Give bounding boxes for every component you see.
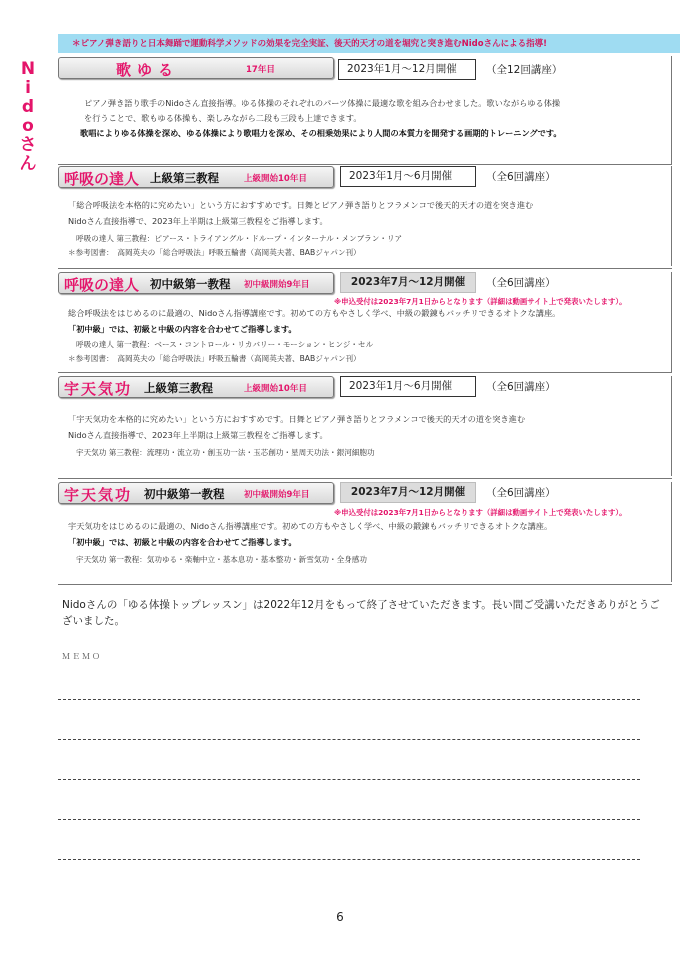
course-tag: 初中級開始9年目 [244, 280, 310, 290]
section-divider [58, 268, 672, 269]
course-count: （全12回講座） [486, 64, 563, 76]
section-border [671, 272, 672, 372]
course-tag: 17年目 [246, 65, 275, 75]
course-count: （全6回講座） [486, 487, 556, 499]
banner-text: ＊ピアノ弾き語りと日本舞踊で運動科学メソッドの効果を完全実証、後天的天才の道を堀究と突き進むNidoさんによる指導! [72, 39, 547, 49]
course-subtitle: 初中級第一教程 [144, 487, 225, 501]
application-note: ※申込受付は2023年7月1日からとなります（詳細は動画サイト上で発表いたします）。 [334, 297, 627, 306]
course-desc: 「初中級」では、初級と中級の内容を合わせてご指導します。 [68, 537, 297, 547]
memo-line [58, 859, 640, 860]
course-title: 宇天気功 [64, 486, 133, 504]
reference-book: ＊参考図書： 高岡英夫の「総合呼吸法」呼吸五輪書（高岡英夫著、BABジャパン刊） [68, 248, 361, 257]
course-count: （全6回講座） [486, 277, 556, 289]
section-border [671, 56, 672, 164]
course-desc: 「総合呼吸法を本格的に究めたい」という方におすすめです。日舞とピアノ弾き語りとフラメンコで後天的天才の道を突き進む [68, 200, 534, 210]
course-tag: 上級開始10年目 [244, 174, 307, 184]
course-date: 2023年1月〜6月開催 [340, 166, 476, 187]
section-divider [58, 584, 672, 585]
course-title: 宇天気功 [64, 380, 133, 398]
section-border [671, 376, 672, 476]
course-title: 歌ゆる [116, 61, 180, 79]
course-subtitle: 初中級第一教程 [150, 277, 231, 291]
memo-line [58, 699, 640, 700]
course-desc: Nidoさん直接指導で、2023年上半期は上級第三教程をご指導します。 [68, 216, 328, 226]
section-divider [58, 164, 672, 165]
course-desc: 「初中級」では、初級と中級の内容を合わせてご指導します。 [68, 324, 297, 334]
course-title: 呼吸の達人 [64, 170, 140, 188]
application-note: ※申込受付は2023年7月1日からとなります（詳細は動画サイト上で発表いたします）。 [334, 508, 627, 517]
course-desc: 宇天気功をはじめるのに最適の、Nidoさん指導講座です。初めての方もやさしく学べ、中級の鍛錬もバッチリできるオトクな講座。 [68, 521, 553, 531]
ending-announcement: Nidoさんの「ゆる体操トップレッスン」は2022年12月をもって終了させていただきます。長い間ご受講いただきありがとうございました。 [62, 599, 660, 627]
memo-label: ＭＥＭＯ [62, 652, 102, 661]
side-label: N i d o さ ん [19, 59, 37, 174]
course-desc: 総合呼吸法をはじめるのに最適の、Nidoさん指導講座です。初めての方もやさしく学べ、中級の鍛錬もバッチリできるオトクな講座。 [68, 308, 561, 318]
course-date: 2023年1月〜6月開催 [340, 376, 476, 397]
course-date: 2023年7月〜12月開催 [340, 482, 476, 503]
course-desc: 「宇天気功を本格的に究めたい」という方におすすめです。日舞とピアノ弾き語りとフラメンコで後天的天才の道を突き進む [68, 414, 526, 424]
course-contents: 宇天気功 第一教程：気功ゆる・楽軸中立・基本息功・基本整功・新雪気功・全身感功 [76, 555, 367, 564]
section-divider [58, 478, 672, 479]
course-count: （全6回講座） [486, 171, 556, 183]
course-date: 2023年1月〜12月開催 [338, 59, 476, 80]
course-count: （全6回講座） [486, 381, 556, 393]
reference-book: ＊参考図書： 高岡英夫の「総合呼吸法」呼吸五輪書（高岡英夫著、BABジャパン刊） [68, 354, 361, 363]
page-number: 6 [336, 910, 344, 924]
course-contents: 呼吸の達人 第一教程：ベース・コントロール・リカバリー・モーション・ヒンジ・セル [76, 340, 374, 349]
course-contents: 呼吸の達人 第三教程：ピアース・トライアングル・ドループ・インターナル・メンブラン・リア [76, 234, 403, 243]
course-desc: 歌唱によりゆる体操を深め、ゆる体操により歌唱力を深め、その相乗効果により人間の本質力を開発する画期的トレーニングです。 [80, 128, 562, 138]
course-title: 呼吸の達人 [64, 276, 140, 294]
section-border [671, 482, 672, 582]
course-title-box [58, 57, 334, 79]
memo-line [58, 739, 640, 740]
course-subtitle: 上級第三教程 [150, 171, 219, 185]
section-border [671, 166, 672, 266]
course-desc: ピアノ弾き語り歌手のNidoさん直接指導。ゆる体操のそれぞれのパーツ体操に最適な歌を組み合わせました。歌いながらゆる体操 [84, 98, 561, 108]
course-tag: 上級開始10年目 [244, 384, 307, 394]
course-tag: 初中級開始9年目 [244, 490, 310, 500]
memo-line [58, 779, 640, 780]
course-desc: を行うことで、歌もゆる体操も、楽しみながら二段も三段も上達できます。 [84, 113, 362, 123]
section-divider [58, 372, 672, 373]
course-subtitle: 上級第三教程 [144, 381, 213, 395]
course-desc: Nidoさん直接指導で、2023年上半期は上級第三教程をご指導します。 [68, 430, 328, 440]
course-date: 2023年7月〜12月開催 [340, 272, 476, 293]
memo-line [58, 819, 640, 820]
course-contents: 宇天気功 第三教程：流理功・流立功・創玉功一法・玉芯創功・星周天功法・銀河細胞功 [76, 448, 375, 457]
